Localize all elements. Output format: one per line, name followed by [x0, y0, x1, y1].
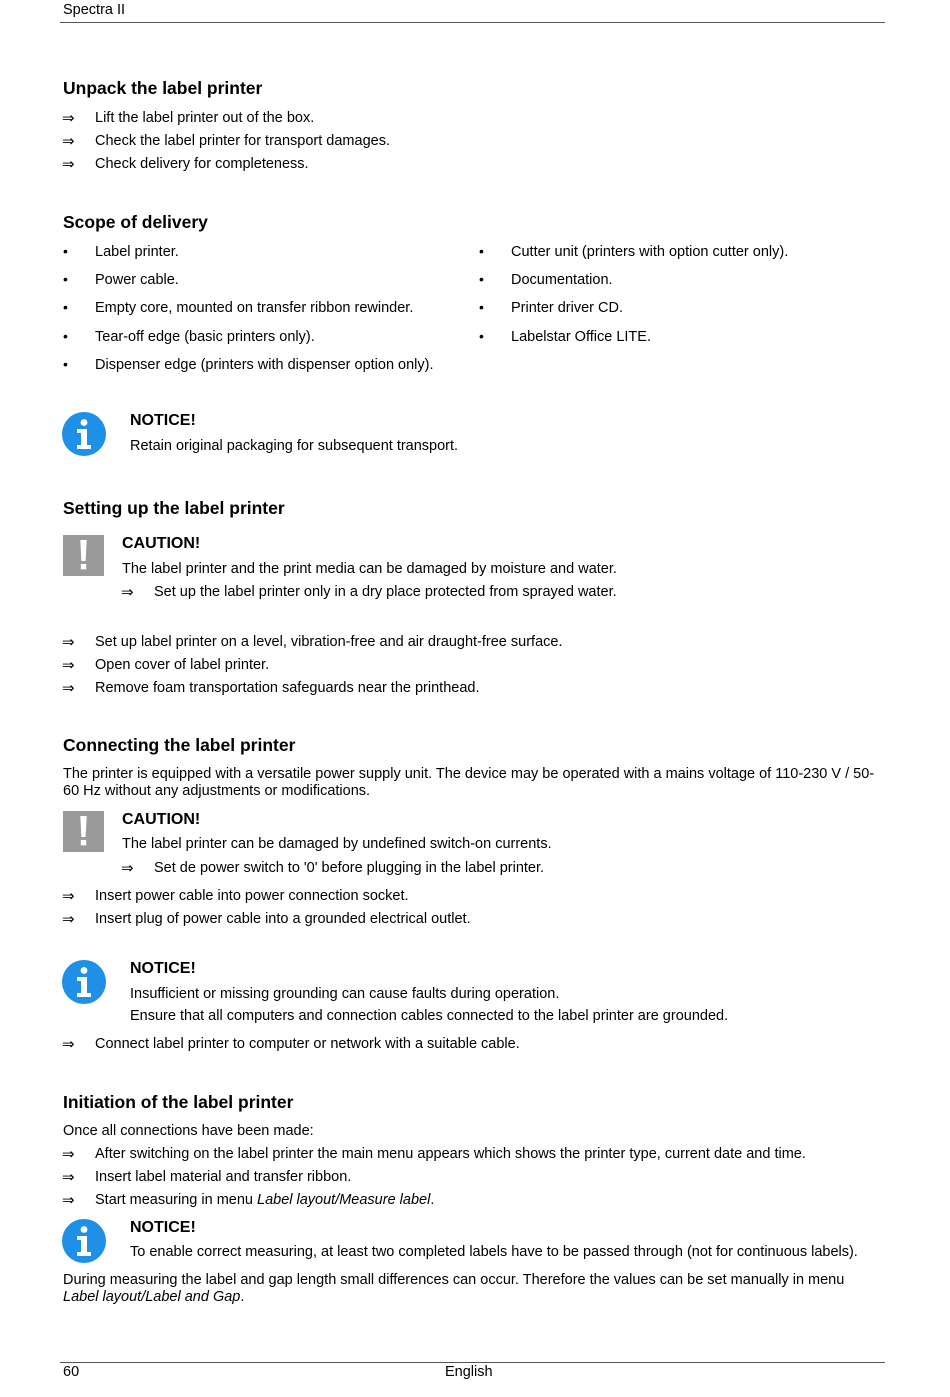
list-item: Cutter unit (printers with option cutter only). — [511, 244, 789, 260]
list-item: Power cable. — [95, 272, 179, 288]
info-icon — [62, 1219, 106, 1263]
list-item: Remove foam transportation safeguards near the printhead. — [95, 680, 480, 696]
list-item: Printer driver CD. — [511, 300, 623, 316]
notice-title: NOTICE! — [130, 1219, 196, 1236]
section-heading-unpack: Unpack the label printer — [63, 78, 263, 98]
outro-end: . — [240, 1289, 245, 1305]
info-icon — [62, 960, 106, 1004]
section-heading-setup: Setting up the label printer — [63, 498, 285, 518]
menu-path: Label layout/Label and Gap — [63, 1289, 241, 1305]
notice-text: Retain original packaging for subsequent transport. — [130, 438, 459, 454]
bullet-icon: • — [479, 243, 484, 259]
arrow-icon: ⇒ — [62, 634, 75, 651]
caution-text: The label printer and the print media can be damaged by moisture and water. — [122, 561, 617, 577]
arrow-icon: ⇒ — [62, 133, 75, 150]
step-suffix: . — [430, 1192, 435, 1208]
bullet-icon: • — [63, 356, 68, 372]
list-item: Check the label printer for transport damages. — [95, 133, 390, 149]
section-heading-connect: Connecting the label printer — [63, 735, 296, 755]
section-heading-scope: Scope of delivery — [63, 212, 208, 232]
bullet-icon: • — [479, 328, 484, 344]
bullet-icon: • — [63, 299, 68, 315]
arrow-icon: ⇒ — [62, 888, 75, 905]
caution-title: CAUTION! — [122, 535, 201, 552]
notice-text: Ensure that all computers and connection cables connected to the label printer are grounded. — [130, 1008, 729, 1024]
connect-intro: The printer is equipped with a versatile power supply unit. The device may be operated with a mains voltage of 110-230 V / 50-60 Hz without any adjustments or modifications. — [63, 766, 875, 799]
arrow-icon: ⇒ — [121, 860, 134, 877]
info-icon — [62, 412, 106, 456]
caution-step: Set up the label printer only in a dry place protected from sprayed water. — [154, 584, 617, 600]
init-outro — [63, 1272, 878, 1306]
arrow-icon: ⇒ — [62, 1036, 75, 1053]
step-prefix: Start measuring in menu — [95, 1192, 257, 1208]
list-item: Set up label printer on a level, vibration-free and air draught-free surface. — [95, 634, 563, 650]
page-number: 60 — [63, 1364, 80, 1380]
list-item: Open cover of label printer. — [95, 657, 270, 673]
caution-step: Set de power switch to '0' before plugging in the label printer. — [154, 860, 545, 876]
init-intro: Once all connections have been made: — [63, 1123, 314, 1139]
list-item: Insert plug of power cable into a grounded electrical outlet. — [95, 911, 471, 927]
caution-title: CAUTION! — [122, 811, 201, 828]
footer-rule — [60, 1362, 885, 1363]
arrow-icon: ⇒ — [62, 1146, 75, 1163]
page-header-title: Spectra II — [63, 2, 126, 18]
bullet-icon: • — [479, 271, 484, 287]
list-item: Insert power cable into power connection socket. — [95, 888, 409, 904]
arrow-icon: ⇒ — [62, 657, 75, 674]
arrow-icon: ⇒ — [121, 584, 134, 601]
list-item: Insert label material and transfer ribbon. — [95, 1169, 352, 1185]
list-item: Label printer. — [95, 244, 179, 260]
arrow-icon: ⇒ — [62, 110, 75, 127]
outro-text: During measuring the label and gap length small differences can occur. Therefore the values can be set manually in menu — [63, 1272, 845, 1288]
exclamation-icon — [63, 811, 104, 852]
notice-text: Insufficient or missing grounding can cause faults during operation. — [130, 986, 560, 1002]
list-item: Lift the label printer out of the box. — [95, 110, 315, 126]
bullet-icon: • — [63, 328, 68, 344]
arrow-icon: ⇒ — [62, 156, 75, 173]
notice-title: NOTICE! — [130, 960, 196, 977]
notice-text: To enable correct measuring, at least two completed labels have to be passed through (not for continuous labels). — [130, 1244, 858, 1260]
list-item: Connect label printer to computer or network with a suitable cable. — [95, 1036, 520, 1052]
arrow-icon: ⇒ — [62, 1169, 75, 1186]
list-item: Tear-off edge (basic printers only). — [95, 329, 315, 345]
arrow-icon: ⇒ — [62, 1192, 75, 1209]
menu-path: Label layout/Measure label — [257, 1192, 431, 1208]
list-item: Labelstar Office LITE. — [511, 329, 651, 345]
bullet-icon: • — [479, 299, 484, 315]
footer-language: English — [445, 1364, 493, 1380]
list-item: After switching on the label printer the main menu appears which shows the printer type, current date and time. — [95, 1146, 806, 1162]
arrow-icon: ⇒ — [62, 911, 75, 928]
list-item: Check delivery for completeness. — [95, 156, 309, 172]
bullet-icon: • — [63, 243, 68, 259]
section-heading-init: Initiation of the label printer — [63, 1092, 294, 1112]
notice-title: NOTICE! — [130, 412, 196, 429]
list-item — [95, 1192, 434, 1208]
list-item: Empty core, mounted on transfer ribbon rewinder. — [95, 300, 414, 316]
exclamation-icon — [63, 535, 104, 576]
bullet-icon: • — [63, 271, 68, 287]
header-rule — [60, 22, 885, 23]
list-item: Dispenser edge (printers with dispenser option only). — [95, 357, 434, 373]
caution-text: The label printer can be damaged by undefined switch-on currents. — [122, 836, 552, 852]
list-item: Documentation. — [511, 272, 613, 288]
arrow-icon: ⇒ — [62, 680, 75, 697]
